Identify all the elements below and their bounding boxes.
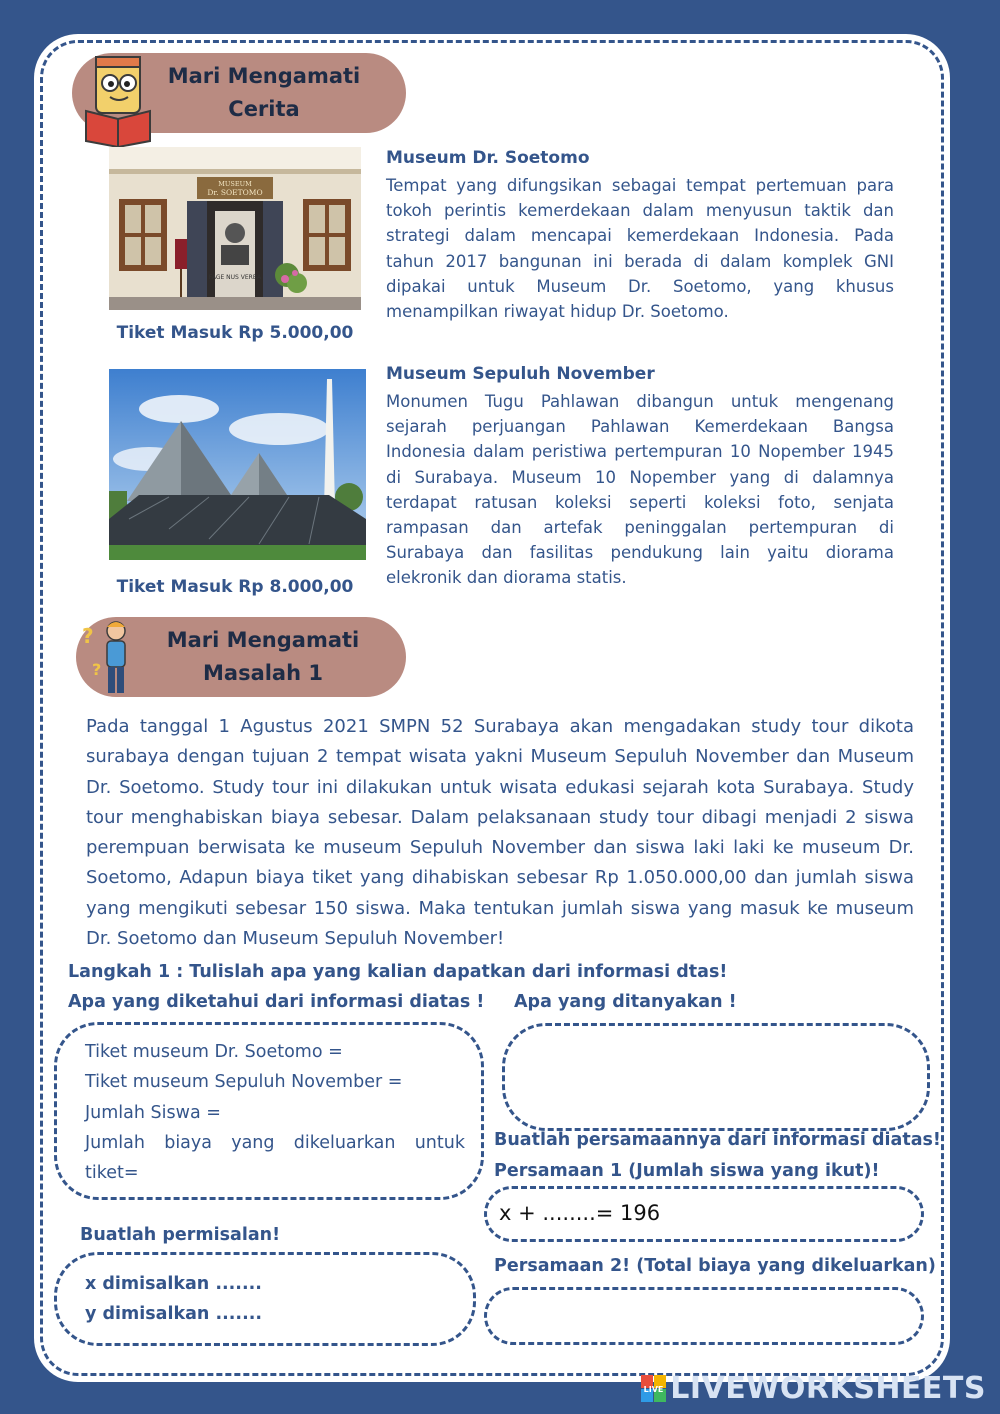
problem-story: Pada tanggal 1 Agustus 2021 SMPN 52 Surabaya akan mengadakan study tour dikota surabaya dengan tujuan 2 tempat wisata yakni Museum Sepuluh November dan Museum Dr. Soetomo. Study tour ini dilakukan untuk wisata edukasi sejarah kota Surabaya. Study tour menghabiskan biaya sebesar. Dalam pelaksanaan study tour dibagi menjadi 2 siswa perempuan berwisata ke museum Sepuluh November dan siswa laki laki ke museum Dr. Soetomo, Adapun biaya tiket yang dihabiskan sebesar Rp 1.050.000,00 dan jumlah siswa yang mengikuti sebesar 150 siswa. Maka tentukan jumlah siswa yang masuk ke museum Dr. Soetomo dan Museum Sepuluh November! [86,716,914,950]
museum-sign-line2: Dr. SOETOMO [207,188,263,197]
equation1-value: x + ........= 196 [499,1201,661,1225]
known-line-ticket-sepuluh-november: Tiket museum Sepuluh November = [85,1072,403,1093]
liveworksheets-logo [641,1371,986,1406]
live-badge-icon [641,1375,667,1403]
svg-text:?: ? [92,660,102,679]
known-line-jumlah-biaya: Jumlah biaya yang dikeluarkan untuk tiket= [85,1132,465,1184]
asked-label: Apa yang ditanyakan ! [514,992,737,1012]
variable-y: y dimisalkan ....... [85,1304,263,1324]
equation2-box[interactable] [484,1287,924,1345]
museum-sepuluh-november-description: Monumen Tugu Pahlawan dibangun untuk mengenang sejarah perjuangan Pahlawan Kemerdekaan Bangsa Indonesia dalam peristiwa pertempuran 10 Nopember 1945 di Surabaya. Museum 10 Nopember yang di dalamnya terdapat ratusan koleksi seperti koleksi foto, senjata rampasan dan artefak peninggalan pertempuran di Surabaya dan fasilitas pendukung lain yaitu diorama elekronik dan diorama statis. [386,392,894,588]
museum-sign-line1: MUSEUM [218,180,252,188]
liveworksheets-text: LIVEWORKSHEETS [670,1371,986,1406]
section-title-line2: Cerita [228,97,300,121]
museum-soetomo-photo [109,147,361,310]
equation1-box[interactable] [484,1186,924,1242]
known-line-jumlah-siswa: Jumlah Siswa = [85,1102,221,1123]
section-header-cerita [72,53,406,133]
variables-box[interactable] [54,1252,476,1346]
museum-soetomo-description: Tempat yang difungsikan sebagai tempat pertemuan para tokoh perintis kemerdekaan dalam menyusun taktik dan strategi dalam mencapai kemerdekaan Indonesia. Pada tahun 2017 bangunan ini berada di dalam komplek GNI dipakai untuk Museum Dr. Soetomo, yang khusus menampilkan riwayat hidup Dr. Soetomo. [386,176,894,322]
known-info-box[interactable] [54,1022,484,1200]
asked-answer-box[interactable] [502,1023,930,1131]
museum-sepuluh-november-photo [109,369,366,560]
equation1-label: Persamaan 1 (Jumlah siswa yang ikut)! [494,1161,880,1181]
known-label: Apa yang diketahui dari informasi diatas ! [68,992,485,1012]
live-badge-text: LIVE [643,1384,664,1394]
ticket-price-soetomo: Tiket Masuk Rp 5.000,00 [116,323,354,343]
poster-caption: FAGE NUS VERBA [208,274,262,281]
known-line-ticket-soetomo: Tiket museum Dr. Soetomo = [85,1042,343,1062]
equation2-label: Persamaan 2! (Total biaya yang dikeluarkan) [494,1256,936,1276]
ticket-price-sepuluh-november: Tiket Masuk Rp 8.000,00 [116,577,354,597]
section-title-line1: Mari Mengamati [167,64,361,88]
equations-label: Buatlah persamaannya dari informasi diatas! [494,1130,941,1150]
museum-soetomo-title: Museum Dr. Soetomo [386,148,590,168]
step1-instruction: Langkah 1 : Tulislah apa yang kalian dapatkan dari informasi dtas! [68,962,728,982]
museum-sepuluh-november-title: Museum Sepuluh November [386,364,655,384]
section2-title-line2: Masalah 1 [203,661,323,685]
worksheet-page [34,34,950,1382]
variables-label: Buatlah permisalan! [80,1225,281,1245]
reading-book-mascot-icon [82,53,154,149]
section2-title-line1: Mari Mengamati [166,628,360,652]
svg-text:?: ? [82,624,94,648]
variable-x: x dimisalkan ....... [85,1274,262,1294]
section-header-masalah [76,617,406,697]
thinking-student-icon [78,617,142,697]
